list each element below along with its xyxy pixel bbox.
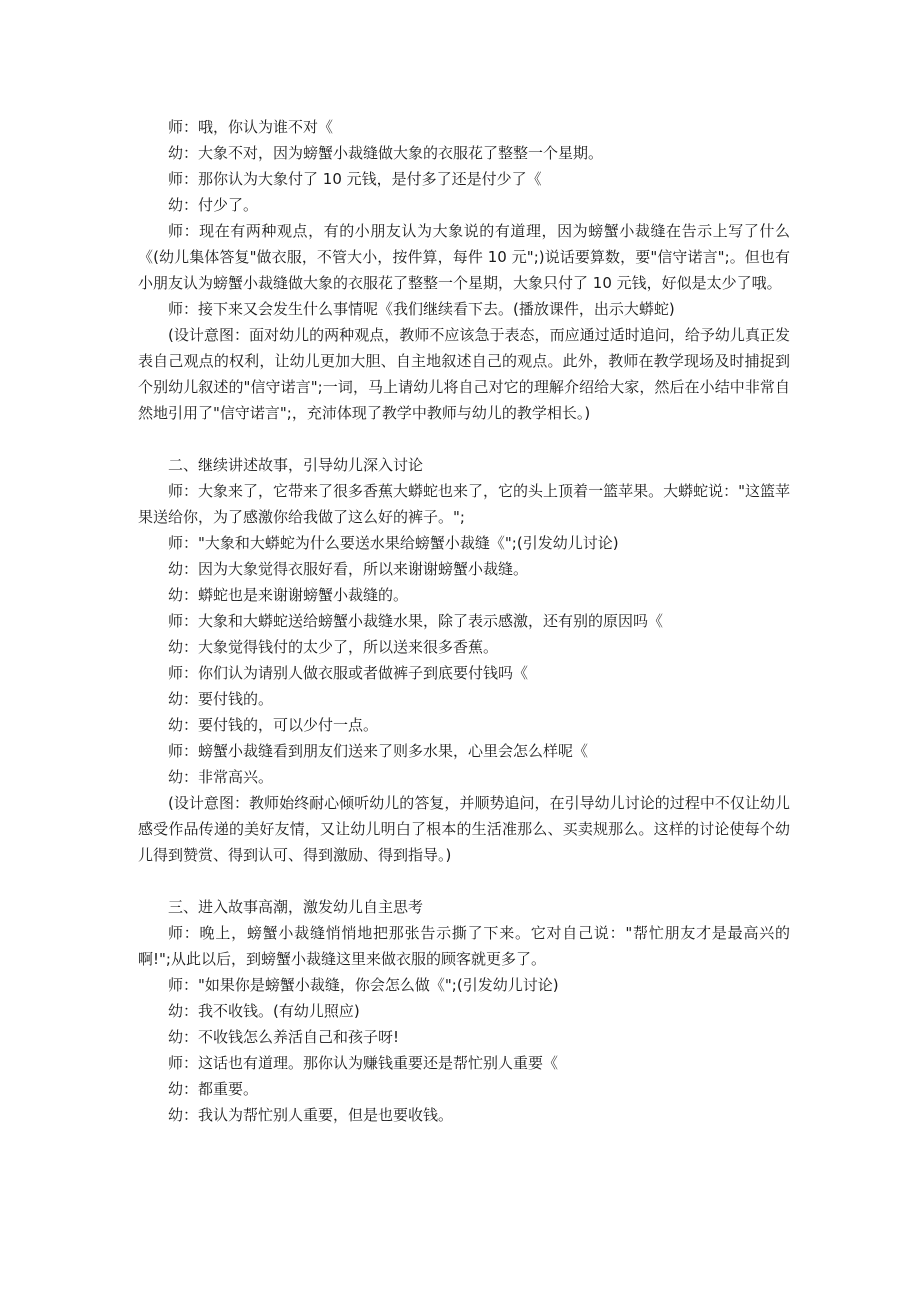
document-page xyxy=(138,114,790,1128)
dialogue-line: 幼：要付钱的，可以少付一点。 xyxy=(168,716,379,734)
dialogue-line: 师："如果你是螃蟹小裁缝，你会怎么做《";(引发幼儿讨论) xyxy=(168,976,559,994)
section-heading: 二、继续讲述故事，引导幼儿深入讨论 xyxy=(168,456,424,474)
dialogue-line: 幼：都重要。 xyxy=(168,1080,259,1098)
design-intent-note: (设计意图：面对幼儿的两种观点，教师不应该急于表态，而应通过适时追问，给予幼儿真正发表自己观点的权利，让幼儿更加大胆、自主地叙述自己的观点。此外，教师在教学现场及时捕捉到个别幼儿叙述的"信守诺言";一词，马上请幼儿将自己对它的理解介绍给大家，然后在小结中非常自然地引用了"信守诺言";，充沛体现了教学中教师与幼儿的教学相长。) xyxy=(138,326,790,422)
dialogue-line: 幼：非常高兴。 xyxy=(168,768,274,786)
dialogue-line: 师：哦，你认为谁不对《 xyxy=(168,118,334,136)
dialogue-line: 幼：要付钱的。 xyxy=(168,690,274,708)
dialogue-line: 师：这话也有道理。那你认为赚钱重要还是帮忙别人重要《 xyxy=(168,1054,559,1072)
dialogue-line: 幼：因为大象觉得衣服好看，所以来谢谢螃蟹小裁缝。 xyxy=(168,560,529,578)
dialogue-line: 师：大象和大蟒蛇送给螃蟹小裁缝水果，除了表示感激，还有别的原因吗《 xyxy=(168,612,664,630)
design-intent-note: (设计意图：教师始终耐心倾听幼儿的答复，并顺势追问，在引导幼儿讨论的过程中不仅让幼儿感受作品传递的美好友情，又让幼儿明白了根本的生活准那么、买卖规那么。这样的讨论使每个幼儿得到赞赏、得到认可、得到激励、得到指导。) xyxy=(138,794,790,864)
dialogue-line: 师：螃蟹小裁缝看到朋友们送来了则多水果，心里会怎么样呢《 xyxy=(168,742,589,760)
dialogue-line: 师：你们认为请别人做衣服或者做裤子到底要付钱吗《 xyxy=(168,664,529,682)
dialogue-paragraph: 师：晚上，螃蟹小裁缝悄悄地把那张告示撕了下来。它对自己说："帮忙朋友才是最高兴的啊!";从此以后，到螃蟹小裁缝这里来做衣服的顾客就更多了。 xyxy=(138,924,790,968)
dialogue-line: 幼：蟒蛇也是来谢谢螃蟹小裁缝的。 xyxy=(168,586,409,604)
dialogue-line: 师："大象和大蟒蛇为什么要送水果给螃蟹小裁缝《";(引发幼儿讨论) xyxy=(168,534,619,552)
dialogue-line: 幼：我不收钱。(有幼儿照应) xyxy=(168,1002,360,1020)
section-heading: 三、进入故事高潮，激发幼儿自主思考 xyxy=(168,898,424,916)
dialogue-line: 幼：不收钱怎么养活自己和孩子呀! xyxy=(168,1028,400,1046)
dialogue-line: 幼：我认为帮忙别人重要，但是也要收钱。 xyxy=(168,1106,454,1124)
dialogue-line: 幼：付少了。 xyxy=(168,196,259,214)
dialogue-paragraph: 师：大象来了，它带来了很多香蕉大蟒蛇也来了，它的头上顶着一篮苹果。大蟒蛇说："这篮苹果送给你，为了感激你给我做了这么好的裤子。"; xyxy=(138,482,790,526)
dialogue-line: 幼：大象觉得钱付的太少了，所以送来很多香蕉。 xyxy=(168,638,499,656)
dialogue-line: 师：那你认为大象付了 10 元钱，是付多了还是付少了《 xyxy=(168,170,542,188)
dialogue-line: 幼：大象不对，因为螃蟹小裁缝做大象的衣服花了整整一个星期。 xyxy=(168,144,604,162)
dialogue-line: 师：接下来又会发生什么事情呢《我们继续看下去。(播放课件，出示大蟒蛇) xyxy=(168,300,675,318)
section-gap xyxy=(138,426,790,452)
dialogue-paragraph: 师：现在有两种观点，有的小朋友认为大象说的有道理，因为螃蟹小裁缝在告示上写了什么《(幼儿集体答复"做衣服，不管大小，按件算，每件 10 元";)说话要算数，要"信守诺言";。但也有小朋友认为螃蟹小裁缝做大象的衣服花了整整一个星期，大象只付了 10 元钱，好似是太少了哦。 xyxy=(138,222,790,292)
section-gap xyxy=(138,868,790,894)
